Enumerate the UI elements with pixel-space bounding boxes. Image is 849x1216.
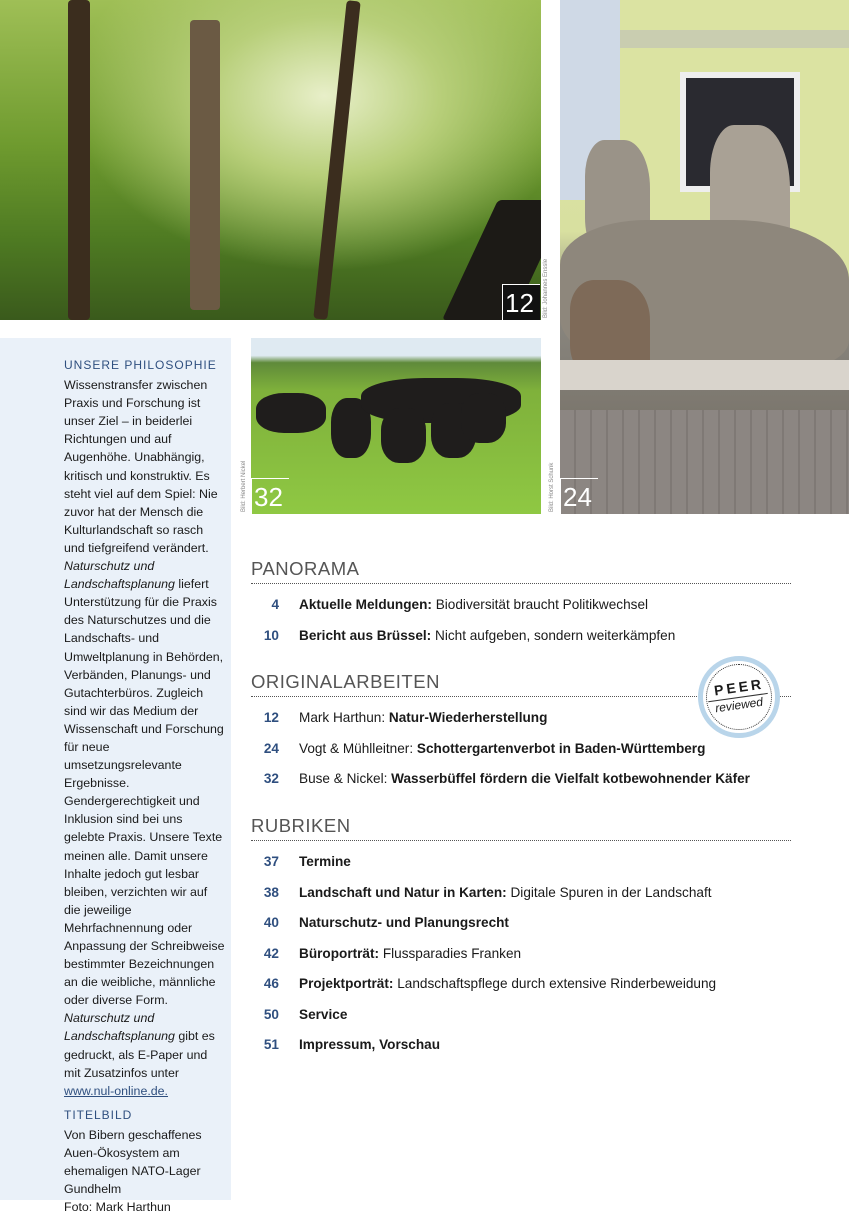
page-number: 38 bbox=[263, 884, 279, 900]
page-number: 51 bbox=[263, 1037, 279, 1052]
page-number: 4 bbox=[271, 597, 279, 612]
section-title: RUBRIKEN bbox=[251, 815, 791, 841]
toc-entry[interactable]: 40 Naturschutz- und Planungsrecht bbox=[251, 908, 791, 939]
toc-entry[interactable]: 51 Impressum, Vorschau bbox=[251, 1030, 791, 1061]
water-buffalo-photo bbox=[251, 338, 541, 514]
photo-credit: Bild: Johannes Enssle bbox=[543, 258, 549, 318]
photo-credit: Bild: Herbert Nickel bbox=[241, 460, 247, 512]
toc-entry[interactable]: 4 Aktuelle Meldungen: Biodiversität braucht Politikwechsel bbox=[251, 590, 791, 621]
toc-section-panorama bbox=[251, 558, 791, 651]
toc-entry[interactable]: 37 Termine bbox=[251, 847, 791, 878]
toc-entry[interactable]: 24 Vogt & Mühlleitner: Schottergartenverbot in Baden-Württemberg bbox=[251, 734, 791, 765]
cover-text: Von Bibern geschaffenes Auen-Ökosystem am ehemaligen NATO-Lager Gundhelm Foto: Mark Harthun bbox=[64, 1127, 202, 1215]
toc-entry[interactable]: 10 Bericht aus Brüssel: Nicht aufgeben, sondern weiterkämpfen bbox=[251, 621, 791, 652]
page-number: 46 bbox=[263, 976, 279, 991]
toc-section-rubriken bbox=[251, 815, 791, 1061]
page-number: 32 bbox=[263, 771, 279, 786]
page-number: 50 bbox=[263, 1006, 279, 1022]
peer-reviewed-badge: PEER reviewed bbox=[698, 656, 780, 738]
forest-photo bbox=[0, 0, 541, 320]
sidebar bbox=[0, 338, 231, 1215]
page-number-badge[interactable]: 32 bbox=[251, 478, 289, 514]
section-title: PANORAMA bbox=[251, 558, 791, 584]
philosophy-text: Wissenstransfer zwischen Praxis und Forschung ist unser Ziel – in beiderlei Richtungen und auf Augenhöhe. Unabhängig, kritisch und konstruktiv. Es steht viel auf dem Spiel: Nie zuvor hat der Mensch die Kulturlandschaft so rasch und tiefgreifend verändert. Naturschutz und Landschaftsplanung liefert Unterstützung für die Praxis des Naturschutzes und die Landschafts- und Umweltplanung in Behörden, Verbänden, Planungs- und Gutachterbüros. Zugleich sind wir das Medium der Wissenschaft und Forschung für neue umsetzungsrelevante Ergebnisse. Gendergerechtigkeit und Inklusion sind bei uns gelebte Praxis. Unsere Texte meinen alle. Damit unsere Inhalte jedoch gut lesbar bleiben, verzichten wir auf die jeweilige Mehrfachnennung oder Anpassung der Schreibweise bestimmter Bezeichnungen an die weibliche, männliche oder diverse Form. Naturschutz und Landschaftsplanung gibt es gedruckt, als E-Paper und mit Zusatzinfos unter www.nul-online.de. bbox=[64, 378, 225, 1098]
cover-heading: TITELBILD bbox=[64, 1107, 133, 1122]
website-link[interactable]: www.nul-online.de. bbox=[64, 1083, 169, 1098]
toc-entry[interactable]: 46 Projektporträt: Landschaftspflege durch extensive Rinderbeweidung bbox=[251, 969, 791, 1000]
toc-entry[interactable]: 32 Buse & Nickel: Wasserbüffel fördern die Vielfalt kotbewohnender Käfer bbox=[251, 764, 791, 795]
page-number-badge[interactable]: 12 bbox=[502, 284, 540, 320]
page-number: 24 bbox=[263, 740, 279, 756]
page-number: 12 bbox=[263, 710, 279, 725]
toc-entry[interactable]: 50 Service bbox=[251, 1000, 791, 1031]
page-number: 42 bbox=[263, 945, 279, 961]
rock-garden-photo bbox=[560, 0, 849, 514]
page-number: 10 bbox=[263, 627, 279, 643]
page-number: 37 bbox=[263, 854, 279, 869]
page-number-badge[interactable]: 24 bbox=[560, 478, 598, 514]
section-title: ORIGINALARBEITEN bbox=[251, 671, 791, 697]
toc-entry[interactable]: 38 Landschaft und Natur in Karten: Digitale Spuren in der Landschaft bbox=[251, 878, 791, 909]
philosophy-heading: UNSERE PHILOSOPHIE bbox=[64, 358, 217, 372]
page-number: 40 bbox=[263, 915, 279, 930]
photo-credit: Bild: Horst Schunk bbox=[549, 462, 555, 512]
toc-entry[interactable]: 12 Mark Harthun: Natur-Wiederherstellung bbox=[251, 703, 791, 734]
toc-entry[interactable]: 42 Büroporträt: Flussparadies Franken bbox=[251, 939, 791, 970]
